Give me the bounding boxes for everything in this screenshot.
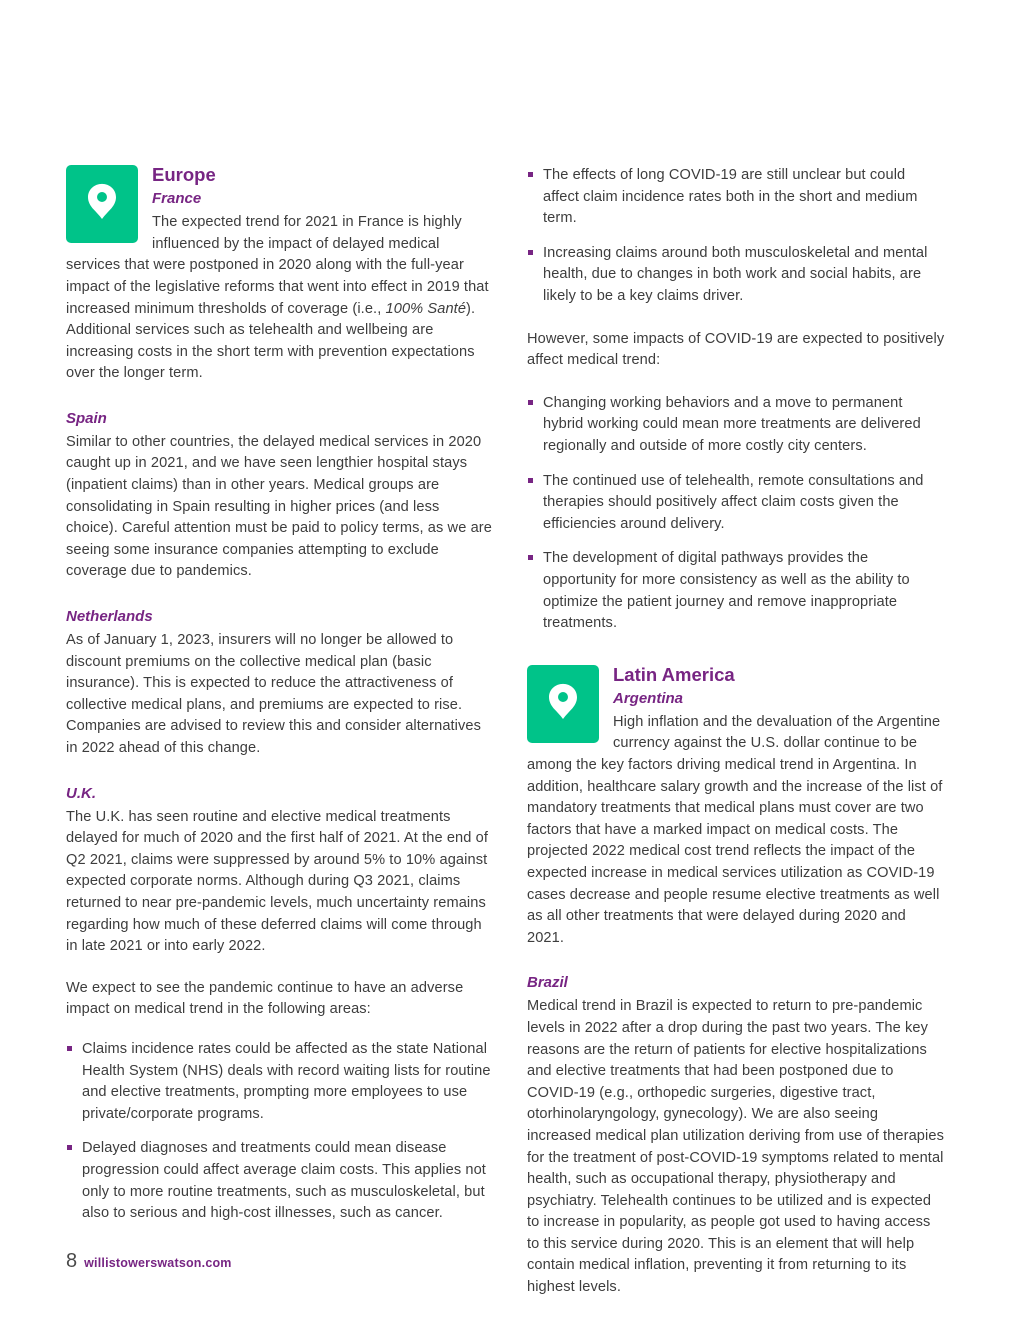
france-text-part1: The expected trend for 2021 in France is highly influenced by the impact of delayed medical services that were postponed in 2020 along with the full-year impact of the legislative reforms that went into effect in 2019 that increased minimum thresholds of coverage (i.e., — [66, 214, 489, 317]
page-number: 8 — [66, 1250, 78, 1272]
region-title-europe: Europe — [152, 164, 216, 185]
bullet-square-icon — [67, 1145, 72, 1150]
bullet-square-icon — [528, 555, 533, 560]
country-heading-brazil: Brazil — [527, 974, 568, 992]
positive-impact-intro: However, some impacts of COVID-19 are expected to positively affect medical trend: — [527, 330, 945, 369]
list-item — [527, 548, 945, 634]
latin-america-section — [527, 663, 945, 950]
bullet-text: Changing working behaviors and a move to permanent hybrid working could mean more treatments are delivered regionally and outside of more costly city centers. — [543, 394, 921, 454]
list-item — [527, 393, 945, 458]
list-item — [66, 1039, 494, 1125]
region-title-latin-america: Latin America — [613, 663, 735, 685]
bullet-text: Increasing claims around both musculoskeletal and mental health, due to changes in both work and social habits, are likely to be a key claims driver. — [543, 244, 928, 304]
bullet-square-icon — [528, 478, 533, 483]
adverse-impact-intro: We expect to see the pandemic continue to have an adverse impact on medical trend in the following areas: — [66, 979, 464, 1018]
content-columns — [66, 163, 945, 1299]
adverse-bullet-list-right — [527, 165, 945, 308]
bullet-text: Claims incidence rates could be affected as the state National Health System (NHS) deals with record waiting lists for routine and elective treatments, prompting more employees to use private/corporate programs. — [82, 1040, 491, 1122]
country-heading-argentina: Argentina — [613, 689, 684, 707]
positive-bullet-list — [527, 393, 945, 635]
location-pin-icon — [66, 165, 138, 243]
netherlands-paragraph: As of January 1, 2023, insurers will no longer be allowed to discount premiums on the collective medical plan (basic insurance). This is expected to reduce the attractiveness of collective medical plans, and premiums are expected to rise. Companies are advised to review this and consider alternatives in 2022 ahead of this change. — [66, 632, 482, 756]
left-column — [66, 163, 494, 1299]
bullet-text: The development of digital pathways provides the opportunity for more consistency as well as the ability to optimize the patient journey and remove inappropriate treatments. — [543, 550, 910, 632]
france-text-part2: ). Additional services such as telehealth and wellbeing are increasing costs in the short term with prevention expectations over the longer term. — [66, 300, 476, 382]
bullet-text: Delayed diagnoses and treatments could mean disease progression could affect average claim costs. This applies not only to more routine treatments, such as musculoskeletal, but also to serious and high-cost illnesses, such as cancer. — [82, 1140, 486, 1222]
spain-paragraph: Similar to other countries, the delayed medical services in 2020 caught up in 2021, and we have seen lengthier hospital stays (inpatient claims) than in other years. Medical groups are consolidating in Spain resulting in higher prices (and less choice). Careful attention must be paid to policy terms, as we are seeing some insurance companies attempting to exclude coverage due to pandemics. — [66, 433, 492, 580]
list-item — [66, 1138, 494, 1224]
map-pin-glyph — [542, 679, 584, 729]
country-heading-spain: Spain — [66, 409, 107, 427]
bullet-text: The effects of long COVID-19 are still unclear but could affect claim incidence rates both in the short and medium term. — [543, 167, 918, 227]
right-column — [527, 163, 945, 1299]
list-item — [527, 471, 945, 536]
europe-section — [66, 163, 494, 385]
country-heading-uk: U.K. — [66, 784, 96, 802]
brazil-paragraph: Medical trend in Brazil is expected to return to pre-pandemic levels in 2022 after a drop during the past two years. The key reasons are the return of patients for elective hospitalizations and elective treatments that had been postponed due to COVID-19 (e.g., orthopedic surgeries, digestive tract, otorhinolaryngology, gynecology). We are also seeing increased medical plan utilization deriving from use of therapies for the treatment of post-COVID-19 symptoms related to mental health, such as occupational therapy, physiotherapy and psychiatry. Telehealth continues to be utilized and is expected to increase in popularity, as people got used to having access to this service during 2020. This is an element that will help contain medical inflation, preventing it from returning to its highest levels. — [527, 998, 944, 1296]
argentina-paragraph: High inflation and the devaluation of the Argentine currency against the U.S. dollar continue to be among the key factors driving medical trend in Argentina. In addition, healthcare salary growth and the increase of the list of mandatory treatments that medical plans must cover are two factors that have a marked impact on medical costs. The projected 2022 medical cost trend reflects the impact of the expected increase in medical services utilization as COVID-19 cases decrease and people resume elective treatments as well as all other treatments that were delayed during 2020 and 2021. — [527, 713, 943, 946]
bullet-square-icon — [528, 250, 533, 255]
france-text-italic: 100% Santé — [385, 300, 467, 317]
bullet-square-icon — [528, 172, 533, 177]
footer-site-link[interactable]: willistowerswatson.com — [84, 1256, 232, 1270]
bullet-text: The continued use of telehealth, remote consultations and therapies should positively affect claim costs given the efficiencies around delivery. — [543, 472, 924, 532]
page-footer — [66, 1250, 232, 1273]
map-pin-glyph — [81, 179, 123, 229]
uk-paragraph: The U.K. has seen routine and elective medical treatments delayed for much of 2020 and the first half of 2021. At the end of Q2 2021, claims were suppressed by around 5% to 10% against expected corporate norms. Although during Q3 2021, claims returned to near pre-pandemic levels, much uncertainty remains regarding how much of these deferred claims will come through in late 2021 or into early 2022. — [66, 808, 488, 955]
bullet-square-icon — [528, 400, 533, 405]
country-heading-france: France — [152, 190, 202, 208]
bullet-square-icon — [67, 1046, 72, 1051]
country-heading-netherlands: Netherlands — [66, 608, 153, 626]
list-item — [527, 243, 945, 308]
location-pin-icon — [527, 665, 599, 743]
list-item — [527, 165, 945, 230]
adverse-bullet-list-left — [66, 1039, 494, 1225]
